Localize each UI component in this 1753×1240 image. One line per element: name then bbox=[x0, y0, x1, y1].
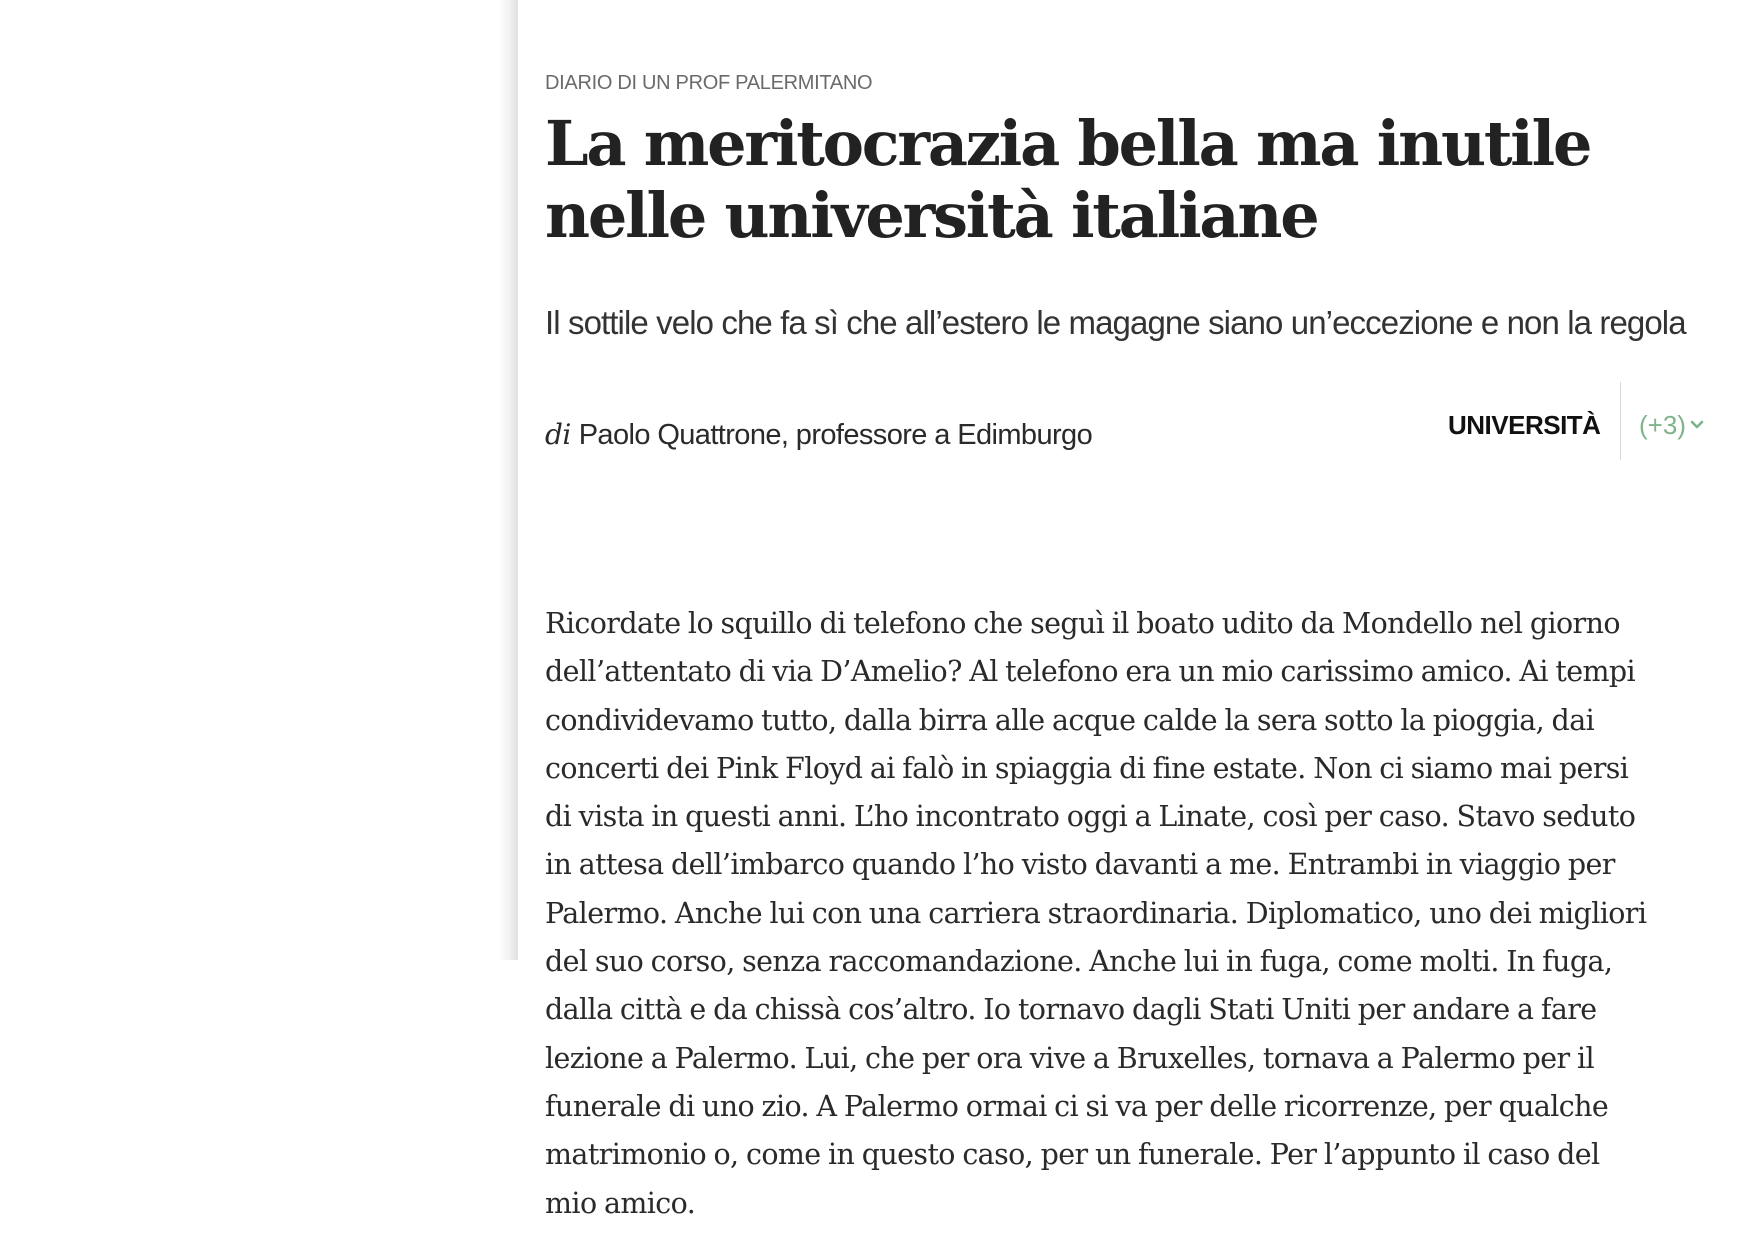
byline bbox=[545, 418, 1092, 452]
page-edge-shadow bbox=[498, 0, 518, 960]
tag-divider bbox=[1620, 382, 1621, 460]
byline-prefix: di bbox=[545, 418, 571, 451]
more-tags-toggle[interactable] bbox=[1639, 406, 1704, 441]
article-body-paragraph: Ricordate lo squillo di telefono che seguì il boato udito da Mondello nel giorno dell’attentato di via D’Amelio? Al telefono era un mio carissimo amico. Ai tempi condividevamo tutto, dalla birra alle acque calde la sera sotto la pioggia, dai concerti dei Pink Floyd ai falò in spiaggia di fine estate. Non ci siamo mai persi di vista in questi anni. L’ho incontrato oggi a Linate, così per caso. Stavo seduto in attesa dell’imbarco quando l’ho visto davanti a me. Entrambi in viaggio per Palermo. Anche lui con una carriera straordinaria. Diplomatico, uno dei migliori del suo corso, senza raccomandazione. Anche lui in fuga, come molti. In fuga, dalla città e da chissà cos’altro. Io tornavo dagli Stati Uniti per andare a fare lezione a Palermo. Lui, che per ora vive a Bruxelles, tornava a Palermo per il funerale di uno zio. A Palermo ormai ci si va per delle ricorrenze, per qualche matrimonio o, come in questo caso, per un funerale. Per l’appunto il caso del mio amico. bbox=[545, 607, 1647, 1220]
tag-universita[interactable]: UNIVERSITÀ bbox=[1448, 410, 1601, 440]
article-subtitle: Il sottile velo che fa sì che all’estero le magagne siano un’eccezione e non la regola bbox=[545, 304, 1686, 341]
article-kicker[interactable]: DIARIO DI UN PROF PALERMITANO bbox=[545, 72, 873, 94]
byline-author[interactable]: Paolo Quattrone, professore a Edimburgo bbox=[578, 419, 1093, 451]
article-headline: La meritocrazia bella ma inutile nelle università italiane bbox=[545, 107, 1591, 252]
chevron-down-icon bbox=[1690, 406, 1704, 437]
more-tags-count: (+3) bbox=[1639, 410, 1686, 440]
